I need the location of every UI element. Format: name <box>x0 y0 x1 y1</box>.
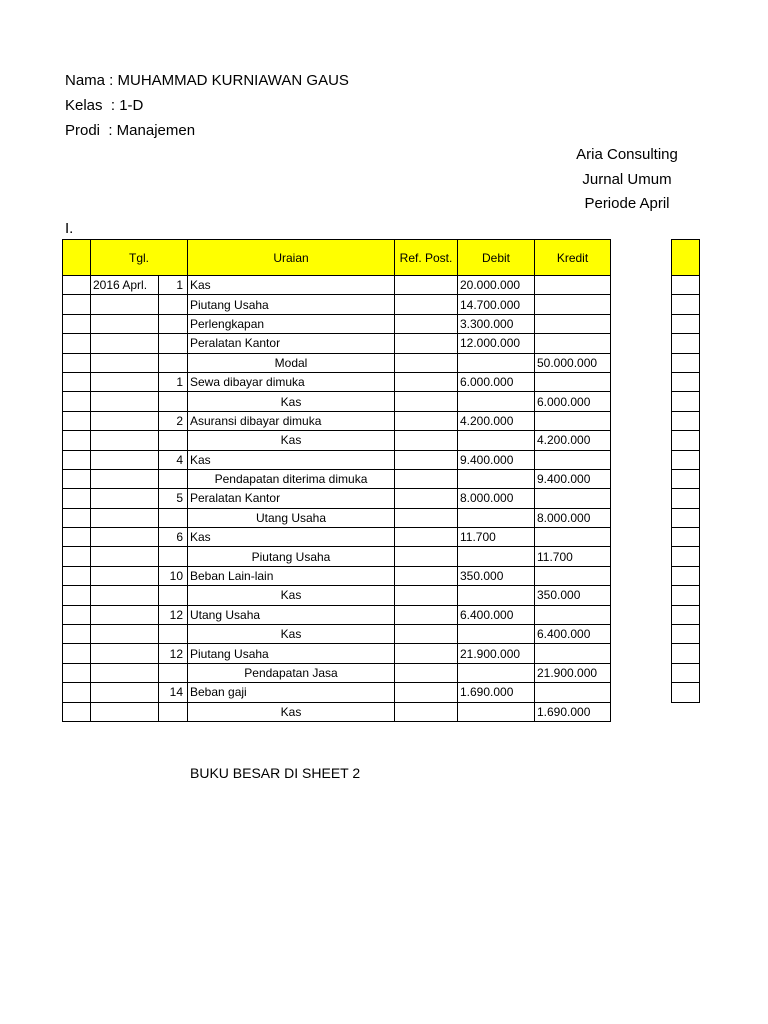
debit-cell <box>458 431 535 450</box>
side-cell <box>672 566 700 585</box>
ref-cell <box>395 469 458 488</box>
debit-cell <box>458 702 535 721</box>
year-cell <box>91 469 159 488</box>
ref-cell <box>395 295 458 314</box>
side-cell <box>672 314 700 333</box>
footer-note: BUKU BESAR DI SHEET 2 <box>190 765 361 781</box>
row-marker-cell <box>63 372 91 391</box>
row-marker-cell <box>63 314 91 333</box>
day-cell: 4 <box>159 450 188 469</box>
side-cell <box>672 528 700 547</box>
row-marker-cell <box>63 644 91 663</box>
table-row <box>63 528 611 547</box>
account-cell: Kas <box>188 392 395 411</box>
day-cell: 5 <box>159 489 188 508</box>
debit-cell: 8.000.000 <box>458 489 535 508</box>
debit-cell <box>458 353 535 372</box>
table-row <box>63 450 611 469</box>
day-cell <box>159 663 188 682</box>
side-cell <box>672 450 700 469</box>
debit-cell <box>458 625 535 644</box>
kredit-cell <box>535 295 611 314</box>
side-cell <box>672 411 700 430</box>
debit-cell <box>458 547 535 566</box>
kredit-cell <box>535 450 611 469</box>
kredit-cell: 21.900.000 <box>535 663 611 682</box>
row-marker-cell <box>63 566 91 585</box>
debit-cell <box>458 392 535 411</box>
row-marker-cell <box>63 334 91 353</box>
student-class: Kelas : 1-D <box>65 97 144 114</box>
ref-cell <box>395 353 458 372</box>
year-cell <box>91 528 159 547</box>
row-marker-cell <box>63 683 91 702</box>
row-marker-cell <box>63 450 91 469</box>
debit-cell: 6.000.000 <box>458 372 535 391</box>
ref-cell <box>395 450 458 469</box>
kredit-cell: 350.000 <box>535 586 611 605</box>
year-cell <box>91 392 159 411</box>
day-cell: 1 <box>159 276 188 295</box>
account-cell: Pendapatan diterima dimuka <box>188 469 395 488</box>
year-cell <box>91 547 159 566</box>
table-row <box>63 683 611 702</box>
debit-cell: 6.400.000 <box>458 605 535 624</box>
side-cell <box>672 683 700 702</box>
ref-cell <box>395 547 458 566</box>
debit-cell: 12.000.000 <box>458 334 535 353</box>
kredit-cell <box>535 528 611 547</box>
kredit-cell <box>535 372 611 391</box>
side-cell <box>672 644 700 663</box>
day-cell <box>159 508 188 527</box>
ref-cell <box>395 566 458 585</box>
side-cell <box>672 586 700 605</box>
ref-cell <box>395 276 458 295</box>
kredit-cell <box>535 276 611 295</box>
year-cell <box>91 431 159 450</box>
year-cell <box>91 625 159 644</box>
debit-cell: 21.900.000 <box>458 644 535 663</box>
table-row <box>63 469 611 488</box>
account-cell: Modal <box>188 353 395 372</box>
row-marker-cell <box>63 625 91 644</box>
side-cell <box>672 372 700 391</box>
year-cell <box>91 663 159 682</box>
year-cell <box>91 314 159 333</box>
table-row <box>63 625 611 644</box>
year-cell <box>91 586 159 605</box>
side-cell <box>672 663 700 682</box>
account-cell: Pendapatan Jasa <box>188 663 395 682</box>
year-cell <box>91 508 159 527</box>
row-marker-cell <box>63 353 91 372</box>
row-marker-cell <box>63 586 91 605</box>
year-cell <box>91 566 159 585</box>
day-cell <box>159 353 188 372</box>
day-cell: 6 <box>159 528 188 547</box>
ref-cell <box>395 508 458 527</box>
table-row <box>63 702 611 721</box>
header-kredit: Kredit <box>535 240 611 276</box>
kredit-cell <box>535 644 611 663</box>
debit-cell <box>458 508 535 527</box>
day-cell <box>159 392 188 411</box>
side-column <box>671 239 700 703</box>
debit-cell: 20.000.000 <box>458 276 535 295</box>
account-cell: Beban gaji <box>188 683 395 702</box>
account-cell: Perlengkapan <box>188 314 395 333</box>
row-marker-cell <box>63 431 91 450</box>
kredit-cell <box>535 683 611 702</box>
student-name: Nama : MUHAMMAD KURNIAWAN GAUS <box>65 72 349 89</box>
kredit-cell <box>535 489 611 508</box>
side-cell <box>672 605 700 624</box>
side-cell <box>672 625 700 644</box>
year-cell <box>91 295 159 314</box>
ref-cell <box>395 663 458 682</box>
account-cell: Utang Usaha <box>188 605 395 624</box>
year-cell <box>91 702 159 721</box>
debit-cell: 3.300.000 <box>458 314 535 333</box>
account-cell: Kas <box>188 276 395 295</box>
ref-cell <box>395 586 458 605</box>
side-header-cell <box>672 240 700 276</box>
table-row <box>63 605 611 624</box>
side-cell <box>672 353 700 372</box>
debit-cell: 4.200.000 <box>458 411 535 430</box>
kredit-cell: 6.400.000 <box>535 625 611 644</box>
ref-cell <box>395 334 458 353</box>
kredit-cell <box>535 411 611 430</box>
day-cell <box>159 547 188 566</box>
side-cell <box>672 392 700 411</box>
day-cell <box>159 295 188 314</box>
account-cell: Kas <box>188 528 395 547</box>
account-cell: Kas <box>188 431 395 450</box>
ref-cell <box>395 702 458 721</box>
debit-cell <box>458 586 535 605</box>
day-cell: 14 <box>159 683 188 702</box>
side-cell <box>672 547 700 566</box>
table-row <box>63 586 611 605</box>
table-row <box>63 566 611 585</box>
year-cell <box>91 644 159 663</box>
debit-cell: 9.400.000 <box>458 450 535 469</box>
account-cell: Peralatan Kantor <box>188 489 395 508</box>
row-marker-cell <box>63 663 91 682</box>
side-cell <box>672 334 700 353</box>
debit-cell: 1.690.000 <box>458 683 535 702</box>
ref-cell <box>395 411 458 430</box>
kredit-cell: 4.200.000 <box>535 431 611 450</box>
day-cell <box>159 625 188 644</box>
row-marker-cell <box>63 411 91 430</box>
ref-cell <box>395 528 458 547</box>
year-cell <box>91 411 159 430</box>
table-row <box>63 431 611 450</box>
kredit-cell <box>535 605 611 624</box>
ref-cell <box>395 605 458 624</box>
table-row <box>63 663 611 682</box>
row-marker-cell <box>63 295 91 314</box>
table-row <box>63 489 611 508</box>
side-cell <box>672 489 700 508</box>
account-cell: Piutang Usaha <box>188 547 395 566</box>
ref-cell <box>395 489 458 508</box>
kredit-cell: 8.000.000 <box>535 508 611 527</box>
journal-header-row <box>63 240 611 276</box>
ref-cell <box>395 372 458 391</box>
debit-cell: 14.700.000 <box>458 295 535 314</box>
day-cell: 12 <box>159 605 188 624</box>
year-cell <box>91 450 159 469</box>
account-cell: Peralatan Kantor <box>188 334 395 353</box>
row-marker-cell <box>63 392 91 411</box>
day-cell: 12 <box>159 644 188 663</box>
header-debit: Debit <box>458 240 535 276</box>
kredit-cell <box>535 566 611 585</box>
day-cell <box>159 334 188 353</box>
kredit-cell: 1.690.000 <box>535 702 611 721</box>
account-cell: Asuransi dibayar dimuka <box>188 411 395 430</box>
row-marker-cell <box>63 508 91 527</box>
year-cell: 2016 Aprl. <box>91 276 159 295</box>
header-blank-cell <box>63 240 91 276</box>
account-cell: Kas <box>188 450 395 469</box>
debit-cell <box>458 469 535 488</box>
table-row <box>63 411 611 430</box>
row-marker-cell <box>63 605 91 624</box>
ref-cell <box>395 392 458 411</box>
side-cell <box>672 295 700 314</box>
table-row <box>63 334 611 353</box>
table-row <box>63 353 611 372</box>
row-marker-cell <box>63 528 91 547</box>
table-row <box>63 314 611 333</box>
section-number: I. <box>65 220 74 237</box>
account-cell: Kas <box>188 586 395 605</box>
kredit-cell: 50.000.000 <box>535 353 611 372</box>
side-cell <box>672 508 700 527</box>
header-ref: Ref. Post. <box>395 240 458 276</box>
table-row <box>63 547 611 566</box>
journal-table <box>62 239 611 722</box>
header-tgl: Tgl. <box>91 240 188 276</box>
debit-cell: 11.700 <box>458 528 535 547</box>
day-cell: 10 <box>159 566 188 585</box>
year-cell <box>91 683 159 702</box>
row-marker-cell <box>63 702 91 721</box>
ref-cell <box>395 314 458 333</box>
year-cell <box>91 489 159 508</box>
row-marker-cell <box>63 469 91 488</box>
kredit-cell <box>535 334 611 353</box>
side-cell <box>672 276 700 295</box>
debit-cell <box>458 663 535 682</box>
day-cell <box>159 469 188 488</box>
student-program: Prodi : Manajemen <box>65 122 196 139</box>
account-cell: Piutang Usaha <box>188 295 395 314</box>
ref-cell <box>395 431 458 450</box>
table-row <box>63 644 611 663</box>
table-row <box>63 392 611 411</box>
kredit-cell <box>535 314 611 333</box>
year-cell <box>91 605 159 624</box>
day-cell <box>159 702 188 721</box>
debit-cell: 350.000 <box>458 566 535 585</box>
row-marker-cell <box>63 489 91 508</box>
table-row <box>63 295 611 314</box>
day-cell: 1 <box>159 372 188 391</box>
table-row <box>63 372 611 391</box>
ref-cell <box>395 625 458 644</box>
year-cell <box>91 334 159 353</box>
day-cell <box>159 586 188 605</box>
account-cell: Sewa dibayar dimuka <box>188 372 395 391</box>
day-cell: 2 <box>159 411 188 430</box>
table-row <box>63 276 611 295</box>
account-cell: Utang Usaha <box>188 508 395 527</box>
day-cell <box>159 431 188 450</box>
ref-cell <box>395 644 458 663</box>
account-cell: Piutang Usaha <box>188 644 395 663</box>
account-cell: Kas <box>188 702 395 721</box>
day-cell <box>159 314 188 333</box>
report-period: Periode April <box>584 195 670 212</box>
row-marker-cell <box>63 547 91 566</box>
ref-cell <box>395 683 458 702</box>
report-title: Jurnal Umum <box>582 171 672 188</box>
side-cell <box>672 469 700 488</box>
kredit-cell: 6.000.000 <box>535 392 611 411</box>
row-marker-cell <box>63 276 91 295</box>
account-cell: Beban Lain-lain <box>188 566 395 585</box>
year-cell <box>91 372 159 391</box>
account-cell: Kas <box>188 625 395 644</box>
table-row <box>63 508 611 527</box>
header-uraian: Uraian <box>188 240 395 276</box>
company-name: Aria Consulting <box>576 146 678 163</box>
year-cell <box>91 353 159 372</box>
kredit-cell: 9.400.000 <box>535 469 611 488</box>
side-cell <box>672 431 700 450</box>
kredit-cell: 11.700 <box>535 547 611 566</box>
